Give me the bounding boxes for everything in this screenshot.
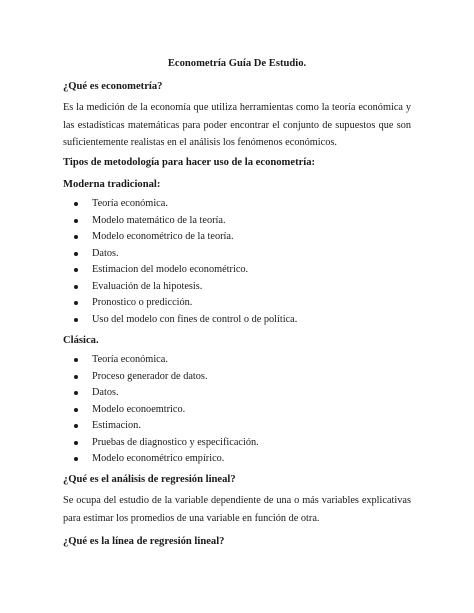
bullet-icon (74, 457, 78, 461)
modern-traditional-heading: Moderna tradicional: (63, 179, 161, 190)
bullet-icon (74, 301, 78, 305)
document-page: Econometría Guía De Estudio. ¿Qué es econometría? Es la medición de la economía que utiliza herramientas como la teoría económica y las estadísticas matemáticas para poder encontrar el conjunto de supuestos que son suficientemente realistas en el análisis los fenómenos económicos. Tipos de metodología para hacer uso de la econometría: Moderna tradicional: Teoría económica. Modelo matemático de la teoría. Modelo econométrico de la teoría. Datos. Estimacion del modelo econométrico. Evaluación de la hipotesis. Pronostico o predicción. Uso del modelo con fines de control o de política. Clásica. Teoría económica. Proceso generador de datos. Datos. Modelo econoemtrico. Estimacion. Pruebas de diagnostico y especificación. Modelo econométrico empírico. ¿Qué es el análisis de regresión lineal? Se ocupa del estudio de la variable dependiente de una o más variables explicativas para estimar los promedios de una variable en función de otra. ¿Qué es la línea de regresión lineal? (0, 0, 474, 613)
bullet-icon (74, 375, 78, 379)
bullet-icon (74, 358, 78, 362)
question-regression-analysis-heading: ¿Qué es el análisis de regresión lineal? (63, 474, 236, 485)
question-regression-line-heading: ¿Qué es la línea de regresión lineal? (63, 536, 225, 547)
methodology-types-heading: Tipos de metodología para hacer uso de la econometría: (63, 157, 316, 168)
document-title: Econometría Guía De Estudio. (167, 58, 307, 69)
bullet-icon (74, 285, 78, 289)
bullet-icon (74, 202, 78, 206)
bullet-icon (74, 408, 78, 412)
bullet-icon (74, 424, 78, 428)
bullet-icon (74, 219, 78, 223)
question-econometria-heading: ¿Qué es econometría? (63, 81, 163, 92)
question-regression-analysis-answer: Se ocupa del estudio de la variable dependiente de una o más variables explicativas para estimar los promedios de una variable en función de otra. (63, 495, 411, 524)
bullet-icon (74, 441, 78, 445)
bullet-icon (74, 268, 78, 272)
bullet-icon (74, 252, 78, 256)
bullet-icon (74, 318, 78, 322)
bullet-icon (74, 391, 78, 395)
classic-heading: Clásica. (63, 335, 99, 346)
question-econometria-answer: Es la medición de la economía que utiliza herramientas como la teoría económica y las estadísticas matemáticas para poder encontrar el conjunto de supuestos que son suficientemente realistas en el análisis los fenómenos económicos. (63, 102, 411, 148)
bullet-icon (74, 235, 78, 239)
